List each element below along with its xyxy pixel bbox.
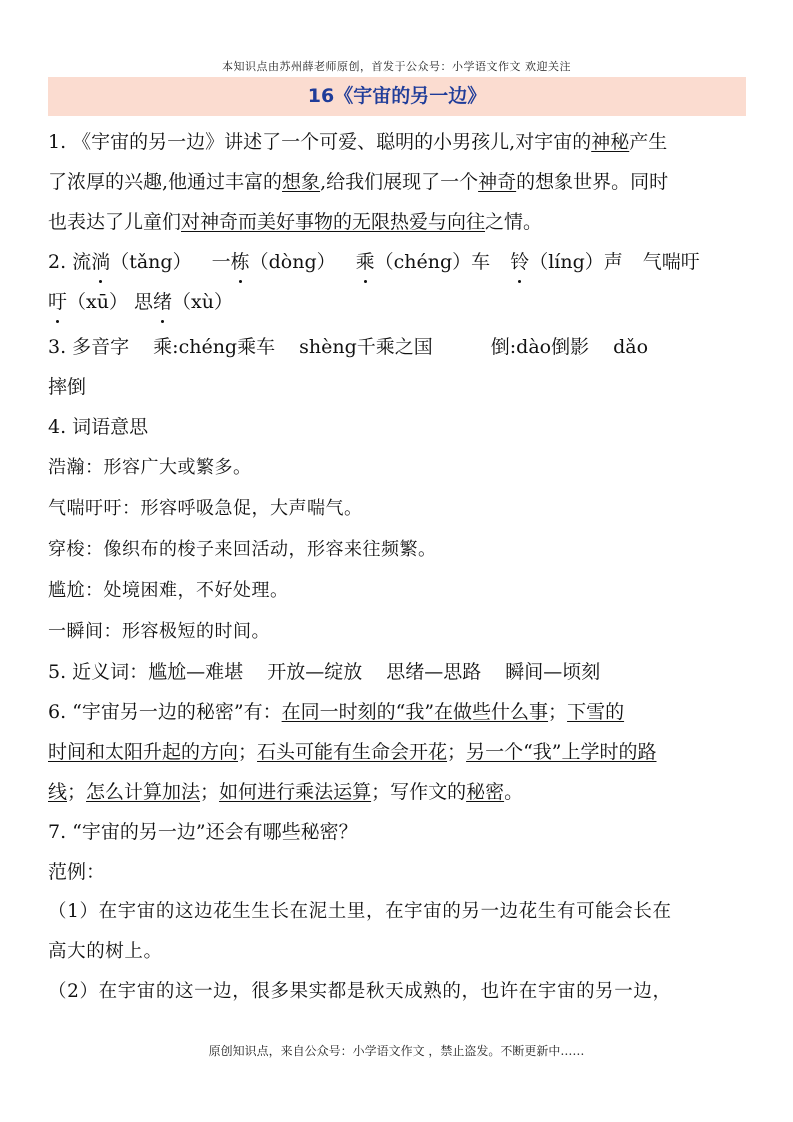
definition-line: 尴尬：处境困难，不好处理。	[48, 580, 289, 601]
section-3-line-1: 3. 多音字 乘:chéng乘车 shèng千乘之国 倒:dào倒影 dǎo	[48, 336, 649, 358]
underlined-phrase: 下雪的	[567, 701, 625, 723]
example-1-line-2: 高大的树上。	[48, 941, 163, 962]
section-1-line-1: 1. 《宇宙的另一边》讲述了一个可爱、聪明的小男孩儿,对宇宙的神秘产生	[48, 131, 668, 153]
definition-line: 气喘吁吁：形容呼吸急促，大声喘气。	[48, 498, 363, 519]
section-1-line-2: 了浓厚的兴趣,他通过丰富的想象,给我们展现了一个神奇的想象世界。同时	[48, 171, 669, 193]
underlined-phrase: 石头可能有生命会开花	[257, 741, 448, 763]
header-note: 本知识点由苏州薛老师原创，首发于公众号：小学语文作文 欢迎关注	[222, 60, 571, 73]
section-6-line-2: 时间和太阳升起的方向；石头可能有生命会开花；另一个“我”上学时的路	[48, 741, 657, 763]
section-7-question: 7. “宇宙的另一边”还会有哪些秘密？	[48, 821, 358, 843]
document-title: 16《宇宙的另一边》	[48, 77, 746, 116]
underlined-term: 神奇	[478, 171, 517, 193]
section-6-line-1: 6. “宇宙另一边的秘密”有：在同一时刻的“我”在做些什么事；下雪的	[48, 701, 625, 723]
example-2-line-1: （2）在宇宙的这一边，很多果实都是秋天成熟的，也许在宇宙的另一边，	[48, 981, 672, 1002]
footer-note: 原创知识点，来自公众号：小学语文作文 ，禁止盗发。不断更新中……	[208, 1044, 585, 1058]
underlined-phrase: 对神奇而美好事物的无限热爱与向往	[181, 211, 486, 233]
section-2-line-1: 2. 流淌（tǎng） 一栋（dòng） 乘（chéng）车 铃（líng）声 气喘吁	[48, 242, 748, 282]
underlined-phrase: 如何进行乘法运算	[219, 781, 372, 803]
underlined-phrase: 线	[48, 781, 68, 803]
section-1-line-3: 也表达了儿童们对神奇而美好事物的无限热爱与向往之情。	[48, 211, 543, 233]
section-6-line-3: 线；怎么计算加法；如何进行乘法运算；写作文的秘密。	[48, 781, 524, 803]
section-3-line-2: 摔倒	[48, 376, 87, 398]
section-2-line-2: 吁（xū） 思绪（xù）	[48, 282, 748, 322]
example-label: 范例：	[48, 861, 106, 883]
example-1-line-1: （1）在宇宙的这边花生生长在泥土里，在宇宙的另一边花生有可能会长在	[48, 901, 672, 922]
underlined-phrase: 在同一时刻的“我”在做些什么事	[281, 701, 549, 723]
underlined-phrase: 怎么计算加法	[86, 781, 201, 803]
definition-line: 浩瀚：形容广大或繁多。	[48, 457, 252, 478]
document-body	[48, 122, 748, 1012]
underlined-phrase: 秘密	[466, 781, 505, 803]
definition-line: 穿梭：像织布的梭子来回活动，形容来往频繁。	[48, 539, 437, 560]
underlined-phrase: 时间和太阳升起的方向	[48, 741, 239, 763]
underlined-phrase: 另一个“我”上学时的路	[466, 741, 657, 763]
underlined-term: 想象	[282, 171, 321, 193]
section-4-heading: 4. 词语意思	[48, 416, 149, 438]
section-5-synonyms: 5. 近义词：尴尬—难堪 开放—绽放 思绪—思路 瞬间—顷刻	[48, 661, 601, 683]
underlined-term: 神秘	[591, 131, 630, 153]
definition-line: 一瞬间：形容极短的时间。	[48, 621, 270, 642]
